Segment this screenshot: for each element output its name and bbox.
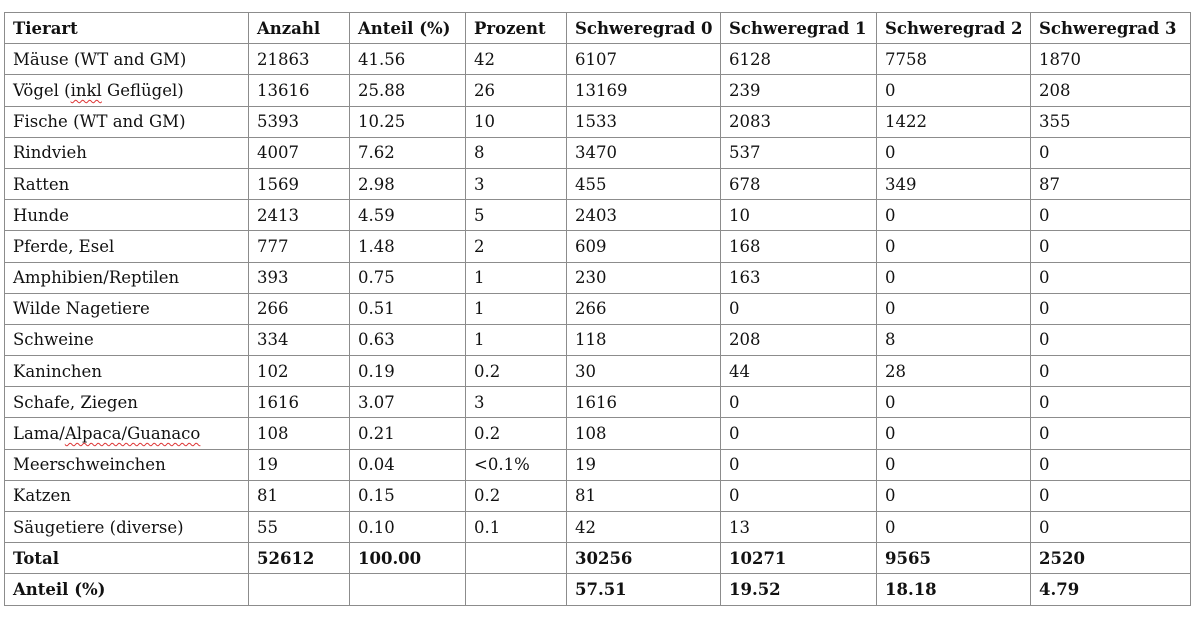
cell-schweregrad-3: 0 xyxy=(1031,356,1191,387)
cell-schweregrad-2: 349 xyxy=(877,168,1031,199)
cell-schweregrad-1: 168 xyxy=(721,231,877,262)
cell-anzahl: 777 xyxy=(249,231,350,262)
cell-anteil: 0.04 xyxy=(350,449,466,480)
cell-schweregrad-0: 19 xyxy=(567,449,721,480)
table-row xyxy=(5,449,1191,480)
header-anteil: Anteil (%) xyxy=(350,13,466,44)
total-schweregrad-3: 2520 xyxy=(1031,543,1191,574)
table-row xyxy=(5,106,1191,137)
cell-schweregrad-3: 0 xyxy=(1031,200,1191,231)
cell-tierart: Schafe, Ziegen xyxy=(5,387,249,418)
cell-anzahl: 13616 xyxy=(249,75,350,106)
cell-tierart: Hunde xyxy=(5,200,249,231)
share-schweregrad-0: 57.51 xyxy=(567,574,721,605)
cell-anzahl: 55 xyxy=(249,512,350,543)
header-schweregrad-2: Schweregrad 2 xyxy=(877,13,1031,44)
cell-schweregrad-0: 609 xyxy=(567,231,721,262)
cell-schweregrad-2: 28 xyxy=(877,356,1031,387)
header-schweregrad-1: Schweregrad 1 xyxy=(721,13,877,44)
cell-schweregrad-2: 0 xyxy=(877,75,1031,106)
total-label: Total xyxy=(5,543,249,574)
header-prozent: Prozent xyxy=(466,13,567,44)
cell-anteil: 0.75 xyxy=(350,262,466,293)
header-tierart: Tierart xyxy=(5,13,249,44)
cell-schweregrad-0: 6107 xyxy=(567,44,721,75)
share-schweregrad-1: 19.52 xyxy=(721,574,877,605)
share-row xyxy=(5,574,1191,605)
cell-anzahl: 393 xyxy=(249,262,350,293)
cell-schweregrad-0: 230 xyxy=(567,262,721,293)
cell-prozent: 0.2 xyxy=(466,356,567,387)
cell-anzahl: 102 xyxy=(249,356,350,387)
cell-anzahl: 1569 xyxy=(249,168,350,199)
cell-schweregrad-3: 0 xyxy=(1031,231,1191,262)
cell-prozent: 0.2 xyxy=(466,480,567,511)
cell-tierart: Mäuse (WT and GM) xyxy=(5,44,249,75)
cell-schweregrad-0: 13169 xyxy=(567,75,721,106)
cell-anteil: 0.10 xyxy=(350,512,466,543)
cell-schweregrad-1: 0 xyxy=(721,449,877,480)
cell-anzahl: 1616 xyxy=(249,387,350,418)
cell-tierart: Kaninchen xyxy=(5,356,249,387)
cell-schweregrad-0: 30 xyxy=(567,356,721,387)
cell-schweregrad-2: 0 xyxy=(877,449,1031,480)
cell-schweregrad-2: 8 xyxy=(877,324,1031,355)
table-header xyxy=(5,13,1191,44)
total-schweregrad-2: 9565 xyxy=(877,543,1031,574)
cell-anteil: 2.98 xyxy=(350,168,466,199)
cell-prozent: 8 xyxy=(466,137,567,168)
cell-schweregrad-3: 0 xyxy=(1031,137,1191,168)
spellcheck-mark: inkl xyxy=(70,80,102,100)
share-schweregrad-3: 4.79 xyxy=(1031,574,1191,605)
cell-prozent: 5 xyxy=(466,200,567,231)
cell-prozent: 1 xyxy=(466,324,567,355)
cell-anzahl: 266 xyxy=(249,293,350,324)
cell-schweregrad-0: 3470 xyxy=(567,137,721,168)
table-row xyxy=(5,137,1191,168)
cell-schweregrad-0: 266 xyxy=(567,293,721,324)
cell-schweregrad-3: 1870 xyxy=(1031,44,1191,75)
table-row xyxy=(5,480,1191,511)
cell-tierart: Wilde Nagetiere xyxy=(5,293,249,324)
share-schweregrad-2: 18.18 xyxy=(877,574,1031,605)
cell-schweregrad-3: 0 xyxy=(1031,387,1191,418)
cell-prozent: 10 xyxy=(466,106,567,137)
cell-anteil: 10.25 xyxy=(350,106,466,137)
cell-schweregrad-1: 0 xyxy=(721,418,877,449)
cell-schweregrad-3: 208 xyxy=(1031,75,1191,106)
total-schweregrad-1: 10271 xyxy=(721,543,877,574)
cell-schweregrad-2: 0 xyxy=(877,200,1031,231)
total-prozent xyxy=(466,543,567,574)
table-row xyxy=(5,44,1191,75)
cell-schweregrad-1: 0 xyxy=(721,387,877,418)
table-row xyxy=(5,231,1191,262)
cell-tierart: Pferde, Esel xyxy=(5,231,249,262)
cell-prozent: 0.1 xyxy=(466,512,567,543)
cell-schweregrad-1: 0 xyxy=(721,293,877,324)
cell-anzahl: 5393 xyxy=(249,106,350,137)
cell-schweregrad-2: 0 xyxy=(877,137,1031,168)
cell-schweregrad-3: 0 xyxy=(1031,449,1191,480)
table-row xyxy=(5,356,1191,387)
cell-anteil: 7.62 xyxy=(350,137,466,168)
cell-schweregrad-1: 163 xyxy=(721,262,877,293)
cell-schweregrad-2: 0 xyxy=(877,262,1031,293)
cell-prozent: 2 xyxy=(466,231,567,262)
total-row xyxy=(5,543,1191,574)
cell-tierart: Schweine xyxy=(5,324,249,355)
cell-anzahl: 2413 xyxy=(249,200,350,231)
cell-tierart: Säugetiere (diverse) xyxy=(5,512,249,543)
cell-schweregrad-0: 1616 xyxy=(567,387,721,418)
cell-schweregrad-0: 118 xyxy=(567,324,721,355)
cell-anteil: 0.19 xyxy=(350,356,466,387)
cell-anteil: 4.59 xyxy=(350,200,466,231)
cell-schweregrad-1: 6128 xyxy=(721,44,877,75)
cell-schweregrad-1: 10 xyxy=(721,200,877,231)
cell-tierart: Katzen xyxy=(5,480,249,511)
cell-schweregrad-1: 208 xyxy=(721,324,877,355)
table-row xyxy=(5,418,1191,449)
cell-prozent: 1 xyxy=(466,293,567,324)
cell-schweregrad-3: 355 xyxy=(1031,106,1191,137)
cell-anteil: 0.21 xyxy=(350,418,466,449)
cell-schweregrad-0: 81 xyxy=(567,480,721,511)
header-schweregrad-0: Schweregrad 0 xyxy=(567,13,721,44)
table-row xyxy=(5,387,1191,418)
cell-tierart: Rindvieh xyxy=(5,137,249,168)
total-anzahl: 52612 xyxy=(249,543,350,574)
cell-schweregrad-1: 537 xyxy=(721,137,877,168)
cell-schweregrad-1: 0 xyxy=(721,480,877,511)
cell-anzahl: 334 xyxy=(249,324,350,355)
total-schweregrad-0: 30256 xyxy=(567,543,721,574)
header-anzahl: Anzahl xyxy=(249,13,350,44)
cell-prozent: 3 xyxy=(466,168,567,199)
cell-tierart: Amphibien/Reptilen xyxy=(5,262,249,293)
animal-statistics-table xyxy=(4,12,1191,606)
total-anteil: 100.00 xyxy=(350,543,466,574)
cell-schweregrad-1: 13 xyxy=(721,512,877,543)
table-row xyxy=(5,324,1191,355)
cell-anteil: 1.48 xyxy=(350,231,466,262)
cell-schweregrad-1: 2083 xyxy=(721,106,877,137)
cell-schweregrad-2: 0 xyxy=(877,387,1031,418)
cell-anzahl: 19 xyxy=(249,449,350,480)
cell-schweregrad-0: 2403 xyxy=(567,200,721,231)
table-footer xyxy=(5,543,1191,605)
cell-tierart: Meerschweinchen xyxy=(5,449,249,480)
cell-tierart: Ratten xyxy=(5,168,249,199)
header-row xyxy=(5,13,1191,44)
cell-tierart: Fische (WT and GM) xyxy=(5,106,249,137)
cell-schweregrad-2: 0 xyxy=(877,231,1031,262)
cell-schweregrad-3: 0 xyxy=(1031,418,1191,449)
cell-schweregrad-1: 44 xyxy=(721,356,877,387)
cell-anzahl: 81 xyxy=(249,480,350,511)
cell-schweregrad-0: 455 xyxy=(567,168,721,199)
table-row xyxy=(5,512,1191,543)
share-anteil xyxy=(350,574,466,605)
cell-tierart: Lama/Alpaca/Guanaco xyxy=(5,418,249,449)
table-row xyxy=(5,200,1191,231)
cell-anzahl: 4007 xyxy=(249,137,350,168)
cell-schweregrad-0: 42 xyxy=(567,512,721,543)
cell-schweregrad-3: 87 xyxy=(1031,168,1191,199)
cell-anteil: 0.15 xyxy=(350,480,466,511)
cell-prozent: 0.2 xyxy=(466,418,567,449)
cell-anzahl: 21863 xyxy=(249,44,350,75)
cell-schweregrad-2: 0 xyxy=(877,512,1031,543)
cell-schweregrad-3: 0 xyxy=(1031,324,1191,355)
table-row xyxy=(5,262,1191,293)
share-prozent xyxy=(466,574,567,605)
cell-anteil: 25.88 xyxy=(350,75,466,106)
cell-prozent: 42 xyxy=(466,44,567,75)
cell-schweregrad-3: 0 xyxy=(1031,480,1191,511)
cell-anteil: 3.07 xyxy=(350,387,466,418)
table-row xyxy=(5,168,1191,199)
cell-schweregrad-3: 0 xyxy=(1031,512,1191,543)
share-anzahl xyxy=(249,574,350,605)
cell-schweregrad-2: 0 xyxy=(877,418,1031,449)
table-row xyxy=(5,75,1191,106)
cell-schweregrad-0: 108 xyxy=(567,418,721,449)
cell-anteil: 0.63 xyxy=(350,324,466,355)
cell-schweregrad-2: 7758 xyxy=(877,44,1031,75)
cell-schweregrad-2: 0 xyxy=(877,293,1031,324)
cell-tierart: Vögel (inkl Geflügel) xyxy=(5,75,249,106)
cell-anzahl: 108 xyxy=(249,418,350,449)
cell-schweregrad-1: 678 xyxy=(721,168,877,199)
header-schweregrad-3: Schweregrad 3 xyxy=(1031,13,1191,44)
cell-prozent: 3 xyxy=(466,387,567,418)
table-row xyxy=(5,293,1191,324)
spellcheck-mark: Alpaca/Guanaco xyxy=(64,424,201,444)
cell-schweregrad-2: 0 xyxy=(877,480,1031,511)
cell-anteil: 0.51 xyxy=(350,293,466,324)
cell-prozent: 26 xyxy=(466,75,567,106)
cell-schweregrad-0: 1533 xyxy=(567,106,721,137)
cell-schweregrad-1: 239 xyxy=(721,75,877,106)
cell-prozent: <0.1% xyxy=(466,449,567,480)
cell-anteil: 41.56 xyxy=(350,44,466,75)
cell-schweregrad-3: 0 xyxy=(1031,293,1191,324)
cell-schweregrad-3: 0 xyxy=(1031,262,1191,293)
table-body xyxy=(5,44,1191,543)
share-label: Anteil (%) xyxy=(5,574,249,605)
cell-prozent: 1 xyxy=(466,262,567,293)
cell-schweregrad-2: 1422 xyxy=(877,106,1031,137)
